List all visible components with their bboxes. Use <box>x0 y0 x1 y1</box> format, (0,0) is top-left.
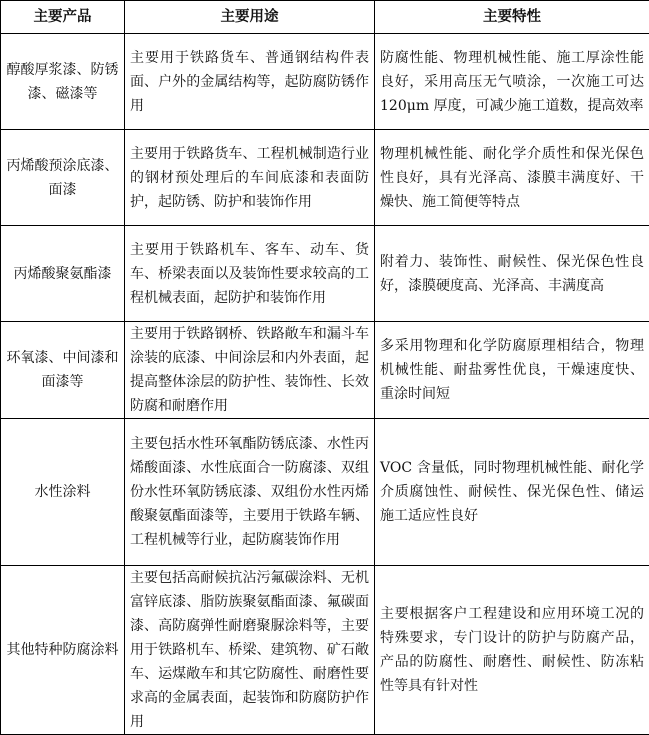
table-row <box>1 226 649 322</box>
product-cell: 其他特种防腐涂料 <box>1 566 125 735</box>
product-cell: 环氧漆、中间漆和面漆等 <box>1 322 125 419</box>
header-use: 主要用途 <box>125 1 375 34</box>
feature-cell: 多采用物理和化学防腐原理相结合，物理机械性能、耐盐雾性优良，干燥速度快、重涂时间短 <box>375 322 649 419</box>
feature-cell: 物理机械性能、耐化学介质性和保光保色性良好，具有光泽高、漆膜丰满度好、干燥快、施工简便等特点 <box>375 130 649 226</box>
table-row <box>1 566 649 735</box>
feature-cell: 主要根据客户工程建设和应用环境工况的特殊要求，专门设计的防护与防腐产品，产品的防腐性、耐磨性、耐候性、防冻粘性等具有针对性 <box>375 566 649 735</box>
product-cell: 水性涂料 <box>1 419 125 566</box>
table-row <box>1 419 649 566</box>
use-cell: 主要用于铁路货车、普通钢结构件表面、户外的金属结构等，起防腐防锈作用 <box>125 34 375 130</box>
feature-cell: 附着力、装饰性、耐候性、保光保色性良好，漆膜硬度高、光泽高、丰满度高 <box>375 226 649 322</box>
product-cell: 丙烯酸聚氨酯漆 <box>1 226 125 322</box>
feature-cell: VOC 含量低，同时物理机械性能、耐化学介质腐蚀性、耐候性、保光保色性、储运施工适应性良好 <box>375 419 649 566</box>
table-row <box>1 130 649 226</box>
use-cell: 主要用于铁路机车、客车、动车、货车、桥梁表面以及装饰性要求较高的工程机械表面，起防护和装饰作用 <box>125 226 375 322</box>
header-row <box>1 1 649 34</box>
product-cell: 醇酸厚浆漆、防锈漆、磁漆等 <box>1 34 125 130</box>
header-product: 主要产品 <box>1 1 125 34</box>
feature-cell: 防腐性能、物理机械性能、施工厚涂性能良好，采用高压无气喷涂，一次施工可达 120μm 厚度，可减少施工道数，提高效率 <box>375 34 649 130</box>
use-cell: 主要用于铁路货车、工程机械制造行业的钢材预处理后的车间底漆和表面防护，起防锈、防护和装饰作用 <box>125 130 375 226</box>
table-row <box>1 34 649 130</box>
use-cell: 主要包括水性环氧酯防锈底漆、水性丙烯酸面漆、水性底面合一防腐漆、双组份水性环氧防锈底漆、双组份水性丙烯酸聚氨酯面漆等，主要用于铁路车辆、工程机械等行业，起防腐装饰作用 <box>125 419 375 566</box>
use-cell: 主要用于铁路钢桥、铁路敞车和漏斗车涂装的底漆、中间涂层和内外表面，起提高整体涂层的防护性、装饰性、长效防腐和耐磨作用 <box>125 322 375 419</box>
product-cell: 丙烯酸预涂底漆、面漆 <box>1 130 125 226</box>
header-feature: 主要特性 <box>375 1 649 34</box>
table-row <box>1 322 649 419</box>
use-cell: 主要包括高耐候抗沾污氟碳涂料、无机富锌底漆、脂防族聚氨酯面漆、氟碳面漆、高防腐弹性耐磨聚脲涂料等，主要用于铁路机车、桥梁、建筑物、矿石敞车、运煤敞车和其它防腐性、耐磨性要求高的金属表面，起装饰和防腐防护作用 <box>125 566 375 735</box>
